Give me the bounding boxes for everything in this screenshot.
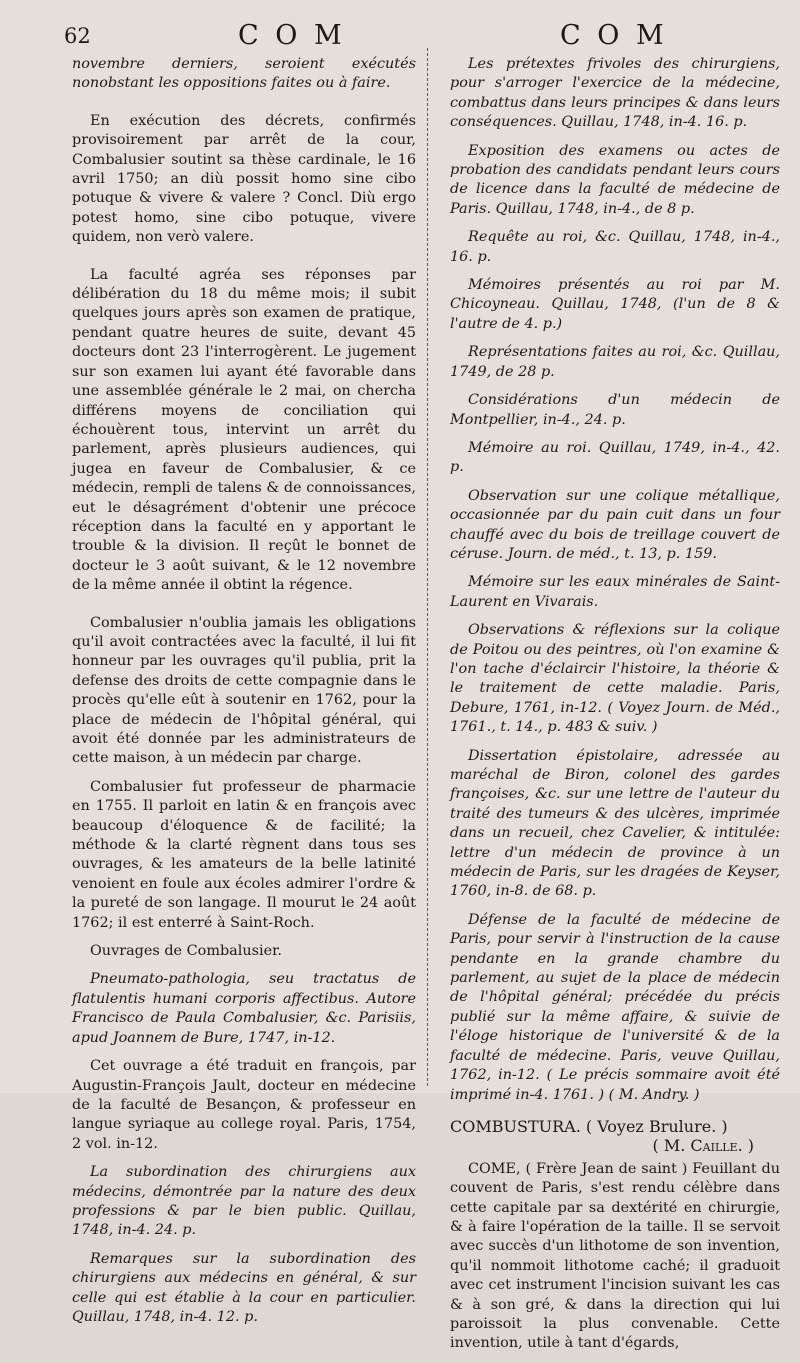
section-title: Ouvrages de Combalusier. <box>90 943 283 960</box>
column-divider <box>427 48 428 1086</box>
bibliography-entry: Mémoire sur les eaux minérales de Saint-Laurent en Vivarais. <box>450 574 780 610</box>
paragraph: COME, ( Frère Jean de saint ) Feuillant du couvent de Paris, s'est rendu célèbre dans cette capitale par sa dextérité en chirurgie, & à faire l'opération de la taille. Il se servoit avec succès d'un lithotome de son invention, qu'il nommoit lithotome caché; il graduoit avec cet instrument l'incision suivant les cas & à son gré, & dans la direction qui lui paroissoit la plus convenable. Cette invention, utile à tant d'égards, <box>450 1160 780 1352</box>
bibliography-entry: Remarques sur la subordination des chirurgiens aux médecins en général, & sur celle qui est établie à la cour en particulier. Quillau, 1748, in-4. 12. p. <box>72 1250 416 1325</box>
bibliography-entry: Requête au roi, &c. Quillau, 1748, in-4., 16. p. <box>450 229 780 265</box>
bibliography-entry: Observation sur une colique métallique, occasionnée par du pain cuit dans un four chauffé avec du bois de treillage couvert de céruse. Journ. de méd., t. 13, p. 159. <box>450 487 780 562</box>
left-column <box>72 55 416 1336</box>
bibliography-entry: Défense de la faculté de médecine de Paris, pour servir à l'instruction de la cause pendante en la grande chambre du parlement, au sujet de la place de médecin de l'hôpital général; précédée du précis publié sur la même affaire, & suivie de l'éloge historique de l'université & de la faculté de médecine. Paris, veuve Quillau, 1762, in-12. ( Le précis sommaire avoit été imprimé in-4. 1761. ) ( M. Andry. ) <box>450 911 780 1103</box>
bibliography-entry: Représentations faites au roi, &c. Quillau, 1749, de 28 p. <box>450 344 780 380</box>
paragraph: En exécution des décrets, confirmés provisoirement par arrêt de la cour, Combalusier soutint sa thèse cardinale, le 16 avril 1750; an diù possit homo sine cibo potuque & vivere & valere ? Concl. Diù ergo potest homo, sine cibo potuque, vivere quidem, non verò valere. <box>72 112 416 246</box>
paragraph: Combalusier n'oublia jamais les obligations qu'il avoit contractées avec la faculté, il lui fit honneur par les ouvrages qu'il publia, prit la defense des droits de cette compagnie dans le procès qu'elle eût à soutenir en 1762, pour la place de médecin de l'hôpital général, qui avoit été donnée par les administrateurs de cette maison, à un médecin par charge. <box>72 614 416 767</box>
entry-heading-title: COMBUSTURA. ( Voyez Brulure. ) <box>450 1116 728 1136</box>
page-number: 62 <box>64 24 91 48</box>
page-header <box>0 14 800 54</box>
bibliography-entry: Dissertation épistolaire, adressée au maréchal de Biron, colonel des gardes françoises, &c. sur une lettre de l'auteur du traité des tumeurs & des ulcères, imprimée dans un recueil, chez Cavelier, & intitulée: lettre d'un médecin de province à un médecin de Paris, sur les dragées de Keyser, 1760, in-8. de 68. p. <box>450 747 780 900</box>
bibliography-entry: Pneumato-pathologia, seu tractatus de flatulentis humani corporis affectibus. Autore Francisco de Paula Combalusier, &c. Parisiis, apud Joannem de Bure, 1747, in-12. <box>72 971 416 1046</box>
right-column <box>450 55 780 1363</box>
bibliography-entry: Les prétextes frivoles des chirurgiens, pour s'arroger l'exercice de la médecine, combattus dans leurs principes & dans leurs conséquences. Quillau, 1748, in-4. 16. p. <box>450 56 780 131</box>
paragraph: novembre derniers, seroient exécutés nonobstant les oppositions faites ou à faire. <box>72 56 416 92</box>
entry-heading-attribution: ( M. Caille. ) <box>652 1136 754 1156</box>
bibliography-entry: Exposition des examens ou actes de probation des candidats pendant leurs cours de licence dans la faculté de médecine de Paris. Quillau, 1748, in-4., de 8 p. <box>450 142 780 217</box>
running-head-left: C O M <box>238 20 346 51</box>
paragraph: La faculté agréa ses réponses par délibération du 18 du même mois; il subit quelques jours après son examen de pratique, pendant quatre heures de suite, devant 45 docteurs dont 23 l'interrogèrent. Le jugement sur son examen lui ayant été favorable dans une assemblée générale le 2 mai, on chercha différens moyens de conciliation qui échouèrent tous, intervint un arrêt du parlement, après plusieurs audiences, qui jugea en faveur de Combalusier, & ce médecin, rempli de talens & de connoissances, eut le désagrément d'obtenir une précoce réception dans la faculté en y apportant le trouble & la division. Il reçût le bonnet de docteur le 3 août suivant, & le 12 novembre de la même année il obtint la régence. <box>72 266 416 594</box>
bibliography-entry: La subordination des chirurgiens aux médecins, démontrée par la nature des deux professions & par le bien public. Quillau, 1748, in-4. 24. p. <box>72 1164 416 1239</box>
running-head-right: C O M <box>560 20 668 51</box>
paragraph: Combalusier fut professeur de pharmacie en 1755. Il parloit en latin & en françois avec beaucoup d'éloquence & de facilité; la méthode & la clarté règnent dans tous ses ouvrages, & les amateurs de la belle latinité venoient en foule aux écoles admirer l'ordre & la pureté de son langage. Il mourut le 24 août 1762; il est enterré à Saint-Roch. <box>72 778 416 931</box>
bibliography-entry: Mémoires présentés au roi par M. Chicoyneau. Quillau, 1748, (l'un de 8 & l'autre de 4. p.) <box>450 277 780 332</box>
bibliography-entry: Considérations d'un médecin de Montpellier, in-4., 24. p. <box>450 392 780 428</box>
paragraph: Cet ouvrage a été traduit en françois, par Augustin-François Jault, docteur en médecine de la faculté de Besançon, & professeur en langue syriaque au college royal. Paris, 1754, 2 vol. in-12. <box>72 1058 416 1152</box>
bibliography-entry: Observations & réflexions sur la colique de Poitou ou des peintres, où l'on examine & l'on tache d'éclaircir l'histoire, la théorie & le traitement de cette maladie. Paris, Debure, 1761, in-12. ( Voyez Journ. de Méd., 1761., t. 14., p. 483 & suiv. ) <box>450 622 780 736</box>
bibliography-entry: Mémoire au roi. Quillau, 1749, in-4., 42. p. <box>450 439 780 476</box>
entry-heading <box>450 1117 780 1156</box>
